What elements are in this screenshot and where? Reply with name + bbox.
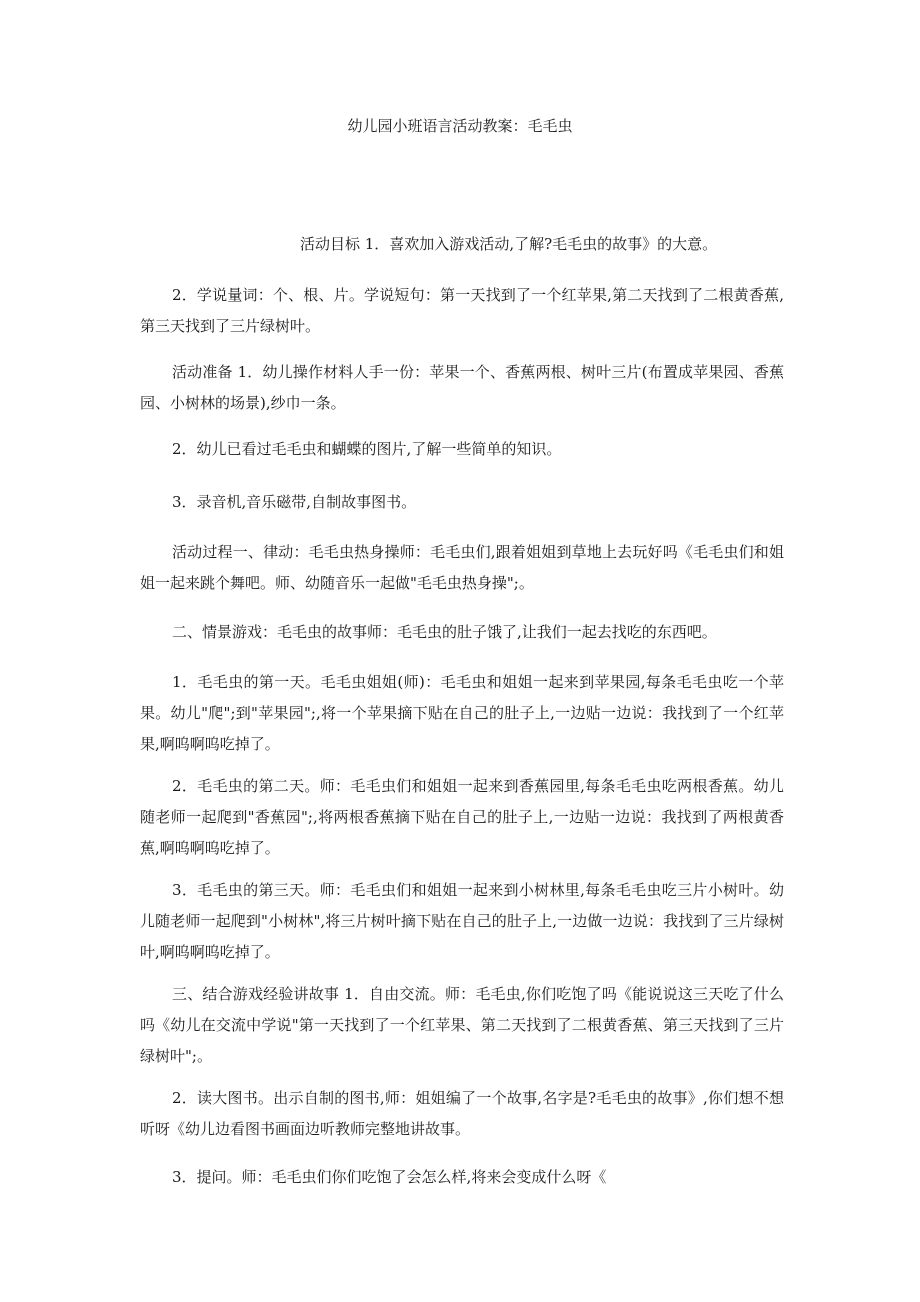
paragraph-storytelling-1: 三、结合游戏经验讲故事 1．自由交流。师：毛毛虫,你们吃饱了吗《能说说这三天吃了什么吗《幼儿在交流中学说"第一天找到了一个红苹果、第二天找到了二根黄香蕉、第三天找到了三片绿树叶";。 [140,985,784,1065]
paragraph-preparation-1: 活动准备 1．幼儿操作材料人手一份：苹果一个、香蕉两根、树叶三片(布置成苹果园、香蕉园、小树林的场景),纱巾一条。 [140,363,784,412]
paragraph-day-three: 3．毛毛虫的第三天。师：毛毛虫们和姐姐一起来到小树林里,每条毛毛虫吃三片小树叶。幼儿随老师一起爬到"小树林",将三片树叶摘下贴在自己的肚子上,一边做一边说：我找到了三片绿树叶,啊呜啊呜吃掉了。 [140,881,784,961]
paragraph-day-two: 2．毛毛虫的第二天。师：毛毛虫们和姐姐一起来到香蕉园里,每条毛毛虫吃两根香蕉。幼儿随老师一起爬到"香蕉园";,将两根香蕉摘下贴在自己的肚子上,一边贴一边说：我找到了两根黄香蕉,啊呜啊呜吃掉了。 [140,777,784,857]
paragraph-storytelling-3: 3．提问。师：毛毛虫们你们吃饱了会怎么样,将来会变成什么呀《 [172,1168,607,1186]
paragraph-process-story-game: 二、情景游戏：毛毛虫的故事师：毛毛虫的肚子饿了,让我们一起去找吃的东西吧。 [172,623,717,641]
paragraph-process-warmup: 活动过程一、律动：毛毛虫热身操师：毛毛虫们,跟着姐姐到草地上去玩好吗《毛毛虫们和姐姐一起来跳个舞吧。师、幼随音乐一起做"毛毛虫热身操";。 [140,543,784,592]
paragraph-preparation-2: 2．幼儿已看过毛毛虫和蝴蝶的图片,了解一些简单的知识。 [172,440,562,458]
document-title: 幼儿园小班语言活动教案：毛毛虫 [347,117,573,135]
paragraph-storytelling-2: 2．读大图书。出示自制的图书,师：姐姐编了一个故事,名字是?毛毛虫的故事》,你们想不想听呀《幼儿边看图书画面边听教师完整地讲故事。 [140,1089,784,1138]
paragraph-activity-goal-2: 2．学说量词：个、根、片。学说短句：第一天找到了一个红苹果,第二天找到了二根黄香蕉,第三天找到了三片绿树叶。 [140,286,784,335]
paragraph-preparation-3: 3．录音机,音乐磁带,自制故事图书。 [172,493,417,511]
paragraph-day-one: 1．毛毛虫的第一天。毛毛虫姐姐(师)：毛毛虫和姐姐一起来到苹果园,每条毛毛虫吃一个苹果。幼儿"爬";到"苹果园";,将一个苹果摘下贴在自己的肚子上,一边贴一边说：我找到了一个红苹果,啊呜啊呜吃掉了。 [140,673,784,753]
paragraph-activity-goal-1: 活动目标 1．喜欢加入游戏活动,了解?毛毛虫的故事》的大意。 [300,235,718,253]
